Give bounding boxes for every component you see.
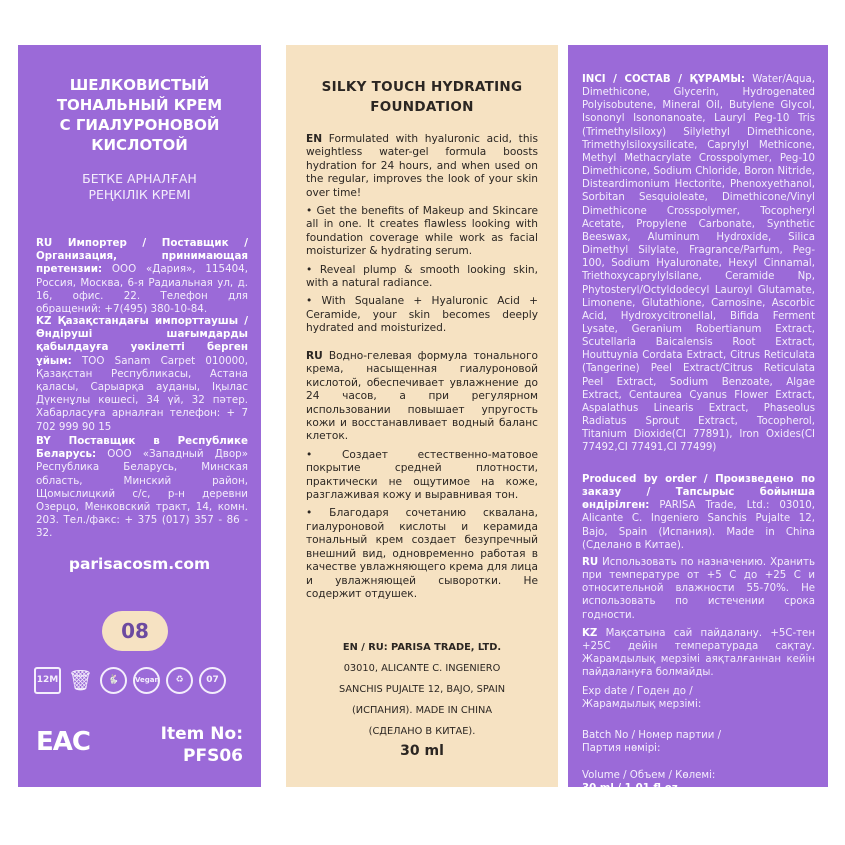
en-bullet: • Get the benefits of Makeup and Skincare all in one. It creates flawless looking with foundation coverage while work as facial moisturizer & hydrating serum. — [306, 205, 538, 258]
recycle-icon: ♻ — [166, 667, 193, 694]
by-supplier-block: BY Поставщик в Республике Беларусь: ООО «Западный Двор» Республика Беларусь, Минская область, Минский район, Щомыслицкий с/с, р-н деревни Озерцо, Менковский тракт, 14, комн. 203. Тел./факс: + 375 (017) 357 - 86 - 32. — [36, 435, 248, 540]
kz-product-subtitle: БЕТКЕ АРНАЛҒАН РЕҢКІЛІК КРЕМІ — [82, 171, 197, 202]
ru-description — [306, 350, 538, 601]
volume-info: Volume / Объем / Көлемі: 30 ml / 1,01 fl.oz. — [582, 770, 716, 795]
en-description — [306, 133, 538, 336]
middle-panel — [286, 45, 558, 787]
bin-icon: 🗑 — [67, 668, 94, 692]
batch-number-label: Batch No / Номер партии / Партия нөмірі: — [582, 730, 722, 755]
rabbit-icon: 🐇 — [100, 667, 127, 694]
item-number: Item No: PFS06 — [160, 724, 243, 766]
ru-usage-block: RU Использовать по назначению. Хранить при температуре от +5 С до +25 С и относительной влажности 55-70%. Не использовать по истечении срока годности. — [582, 557, 815, 621]
certification-icons — [34, 667, 226, 694]
ingredients-block: INCI / СОСТАВ / ҚҰРАМЫ: Water/Aqua, Dimethicone, Glycerin, Hydrogenated Polyisobutene, Mineral Oil, Butylene Glycol, Isononyl Isononanoate, Lauryl Peg-10 Tris (Trimethylsiloxy) Silylethyl Dimethicone, Trimethylsiloxysilicate, Caprylyl Methicone, Methyl Methacrylate Crosspolymer, Peg-10 Dimethicone, Sodium Chloride, Boron Nitride, Disteardimonium Hectorite, Phenoxyethanol, Sorbitan Sesquioleate, Dimethicone/Vinyl Dimethicone Crosspolymer, Tocopheryl Acetate, Propylene Carbonate, Synthetic Beeswax, Aluminum Hydroxide, Silica Dimethyl Silylate, Fragrance/Parfum, Peg-100, Sodium Hyaluronate, Hexyl Cinnamal, Triethoxycaprylylsilane, Ceramide Np, Phytosteryl/Octyldodecyl Lauroyl Glutamate, Limonene, Glutathione, Carnosine, Ascorbic Acid, Hydroxycitronellal, Bifida Ferment Lysate, Geranium Robertianum Extract, Scutellaria Baicalensis Root Extract, Houttuynia Cordata Extract, Citrus Reticulata (Tangerine) Peel Extract/Citrus Reticulata Peel Extract, Sodium Benzoate, Algae Extract, Centaurea Cyanus Flower Extract, Aspalathus Linearis Extract, Phaseolus Radiatus Sprout Extract, Tocopherol, Titanium Dioxide(CI 77891), Iron Oxides(CI 77492,CI 77491,CI 77499) — [582, 74, 815, 454]
vegan-icon: Vegan — [133, 667, 160, 694]
kz-usage-block: KZ Мақсатына сай пайдалану. +5С-тен +25С дейін температурада сақтау. Жарамдылық мерзімі аяқталғаннан кейін пайдалануға болмайды. — [582, 628, 815, 679]
en-product-title: SILKY TOUCH HYDRATING FOUNDATION — [321, 79, 523, 115]
ru-bullet: • Благодаря сочетанию сквалана, гиалуроновой кислоты и керамида тональный крем создает безупречный внешний вид, одновременно работая в качестве увлажняющего крема для лица и увлажняющей сыворотки. Не содержит отдушек. — [306, 507, 538, 600]
pp-07-icon: 07 — [199, 667, 226, 694]
ru-intro: RU Водно-гелевая формула тонального крема, насыщенная гиалуроновой кислотой, обеспечивает увлажнение до 24 часов, а при регулярном использовании повышает упругость кожи и восстанавливает водный баланс клеток. — [306, 350, 538, 443]
kz-importer-block: KZ Қазақстандағы импорттаушы / Өндіруші шағымдарды қабылдауға уәкілетті берген ұйым: ТОО Sanam Carpet 010000, Қазақстан Республикасы, Астана қаласы, Сарыарқа ауданы, Іқылас Дүкенұлы көшесі, 34 үй, 32 пәтер. Хабарласуға арналған телефон: + 7 702 999 90 15 — [36, 315, 248, 433]
left-panel — [18, 45, 261, 787]
shade-number-badge: 08 — [102, 611, 168, 651]
ru-bullet: • Создает естественно-матовое покрытие средней плотности, практически не ощутимое на коже, разглаживая кожу и выравнивая тон. — [306, 448, 538, 502]
ru-importer-block: RU Импортер / Поставщик / Организация, принимающая претензии: ООО «Дария», 115404, Россия, Москва, 6-я Радиальная ул, д. 16, офис. 22. Телефон для обращений: +7(495) 380-10-84. — [36, 237, 248, 316]
en-bullet: • Reveal plump & smooth looking skin, with a natural radiance. — [306, 263, 538, 290]
en-bullet: • With Squalane + Hyaluronic Acid + Ceramide, your skin becomes deeply hydrated and moisturized. — [306, 295, 538, 335]
website-url: parisacosm.com — [68, 555, 211, 573]
pao-12m-icon: 12M — [34, 667, 61, 694]
en-intro: EN Formulated with hyaluronic acid, this weightless water-gel formula boosts hydration for 24 hours, and when used on the regular, improves the look of your skin over time! — [306, 133, 538, 199]
ru-product-title: ШЕЛКОВИСТЫЙ ТОНАЛЬНЫЙ КРЕМ С ГИАЛУРОНОВОЙ КИСЛОТОЙ — [56, 76, 223, 154]
eac-mark: EAC — [36, 727, 90, 757]
produced-by-block: Produced by order / Произведено по заказу / Тапсырыс бойынша өндірілген: PARISA Trade, Ltd.: 03010, Alicante C. Ingeniero Sanchis Pujalte 12, Bajo, Spain (Испания). Made in China (Сделано в Китае). — [582, 474, 815, 551]
exp-date-label: Exp date / Годен до / Жарамдылық мерзімі: — [582, 686, 702, 711]
right-panel — [568, 45, 828, 795]
volume-label: 30 ml — [400, 743, 444, 759]
manufacturer-address: EN / RU: PARISA TRADE, LTD. 03010, ALICANTE C. INGENIERO SANCHIS PUJALTE 12, BAJO, SPAIN (ИСПАНИЯ). MADE IN CHINA (СДЕЛАНО В КИТАЕ). — [338, 642, 506, 737]
